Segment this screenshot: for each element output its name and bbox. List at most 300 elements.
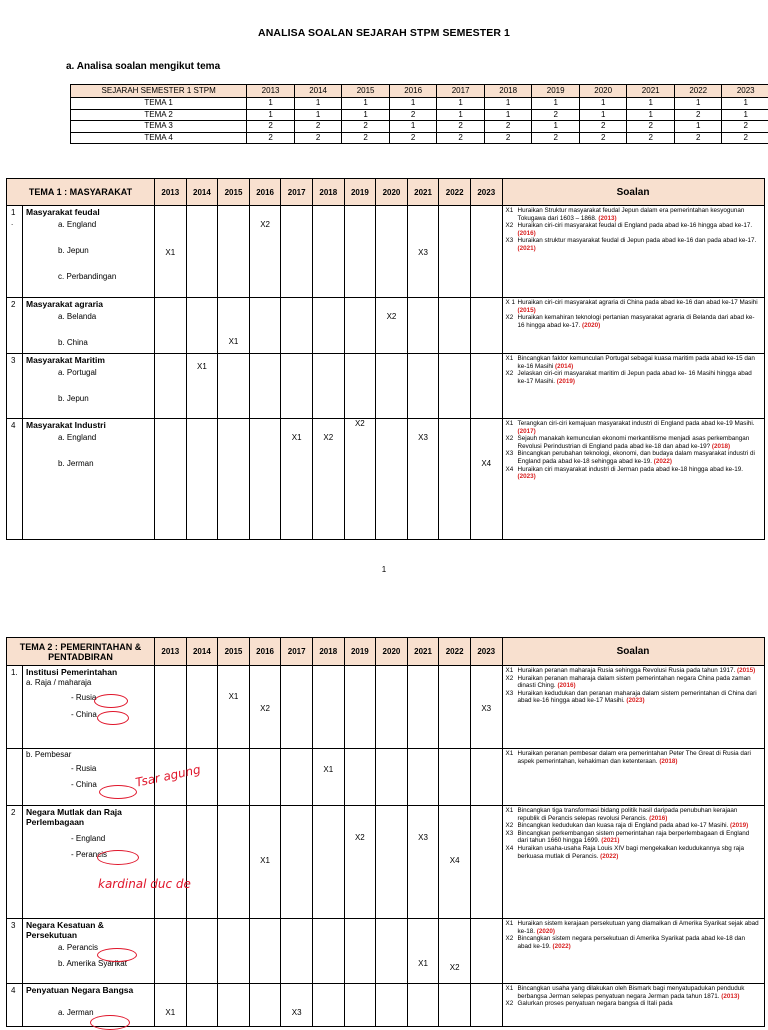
question-body — [506, 935, 761, 950]
question-id: X1 — [506, 355, 514, 363]
summary-cell: 1 — [342, 98, 390, 110]
topic-subitem: b. Pembesar — [26, 750, 71, 759]
topic-title: Masyarakat feudal — [26, 207, 154, 217]
question-text: Huraikan usaha-usaha Raja Louis XIV bagi mengekalkan kedudukannya sbg raja berkuasa mutlak di Perancis. — [518, 845, 745, 860]
question-item — [506, 314, 761, 329]
row-number: 2 — [7, 806, 23, 919]
row-number: 1 . — [7, 206, 23, 298]
year-cell — [218, 206, 250, 298]
question-mark: X3 — [408, 433, 439, 442]
year-cell — [344, 806, 376, 919]
year-cell — [218, 919, 250, 984]
tema-year-header: 2023 — [470, 638, 502, 666]
question-year: (2016) — [518, 230, 536, 237]
question-item — [506, 450, 761, 465]
summary-row — [71, 132, 768, 144]
soalan-header: Soalan — [502, 179, 764, 206]
question-item — [506, 299, 761, 314]
question-id: X3 — [506, 237, 514, 245]
year-cell — [218, 666, 250, 749]
year-cell — [470, 919, 502, 984]
year-cell — [344, 666, 376, 749]
question-text: Huraikan ciri-ciri masyarakat agraria di China pada abad ke-16 dan abad ke-17 Masihi — [518, 299, 758, 306]
question-year: (2018) — [659, 758, 677, 765]
year-cell — [249, 806, 281, 919]
year-cell — [218, 749, 250, 806]
year-cell — [407, 984, 439, 1027]
tema-header: TEMA 1 : MASYARAKAT — [7, 179, 155, 206]
tema-year-header: 2015 — [218, 179, 250, 206]
topic-subitem: - China — [71, 780, 97, 789]
year-cell — [439, 806, 471, 919]
year-cell — [470, 984, 502, 1027]
year-cell — [439, 206, 471, 298]
row-number: 2 — [7, 298, 23, 354]
question-year: (2016) — [557, 682, 575, 689]
summary-cell: 2 — [484, 121, 532, 133]
year-cell — [155, 419, 187, 540]
tema-year-header: 2020 — [376, 179, 408, 206]
year-cell — [439, 666, 471, 749]
topic-subitem: c. Perbandingan — [58, 272, 116, 281]
question-year: (2013) — [598, 215, 616, 222]
question-mark: X3 — [408, 833, 439, 842]
year-cell — [155, 354, 187, 419]
question-text: Huraikan kemahiran teknologi pertanian masyarakat agraria di Belanda dari abad ke-16 hingga abad ke-17. — [518, 314, 755, 329]
summary-cell: 1 — [532, 98, 580, 110]
question-mark: X2 — [376, 312, 407, 321]
year-cell — [281, 806, 313, 919]
summary-cell: 2 — [342, 121, 390, 133]
topic-subitem: a. Belanda — [58, 312, 96, 321]
question-mark: X2 — [313, 433, 344, 442]
question-item — [506, 370, 761, 385]
topic-title: Negara Mutlak dan Raja Perlembagaan — [26, 807, 154, 827]
year-cell — [439, 354, 471, 419]
question-item — [506, 420, 761, 435]
summary-row-label: TEMA 3 — [71, 121, 247, 133]
row-number — [7, 749, 23, 806]
tema-year-header: 2019 — [344, 638, 376, 666]
question-text: Sejauh manakah kemunculan ekonomi merkantilisme menjadi asas perkembangan Revolusi Perindustrian di England pada abad ke-18 dan abad ke-19? — [518, 435, 750, 450]
summary-cell: 1 — [437, 109, 485, 121]
topic-subitem: b. Amerika Syarikat — [58, 959, 127, 968]
year-cell — [281, 419, 313, 540]
topic-subitem: a. Perancis — [58, 943, 98, 952]
summary-year-header: 2015 — [342, 85, 390, 98]
summary-cell: 1 — [342, 109, 390, 121]
row-number: 4 — [7, 419, 23, 540]
summary-body — [71, 98, 768, 144]
summary-cell: 2 — [437, 121, 485, 133]
question-mark: X1 — [155, 248, 186, 257]
question-mark: X2 — [345, 419, 376, 428]
year-cell — [186, 806, 218, 919]
question-body — [506, 420, 761, 435]
topic-subitem: b. China — [58, 338, 88, 347]
question-item — [506, 435, 761, 450]
year-cell — [376, 919, 408, 984]
year-cell — [439, 298, 471, 354]
question-mark: X1 — [408, 959, 439, 968]
question-item — [506, 222, 761, 237]
question-body — [506, 450, 761, 465]
year-cell — [470, 354, 502, 419]
summary-year-header: 2021 — [627, 85, 675, 98]
question-text: Bincangkan perkembangan sistem pemerintahan raja berperlembagaan di England dari tahun 1660 hingga 1699. — [518, 830, 750, 845]
summary-cell: 1 — [722, 98, 768, 110]
summary-cell: 1 — [674, 98, 722, 110]
topic-title: Negara Kesatuan & Persekutuan — [26, 920, 154, 940]
summary-cell: 2 — [294, 121, 342, 133]
question-text: Huraikan peranan pembesar dalam era pemerintahan Peter The Great di Rusia dari aspek pemerintahan, kehakiman dan ketenteraan. — [518, 750, 751, 765]
question-text: Huraikan ciri masyarakat industri di Jerman pada abad ke-18 hingga abad ke-19. — [518, 466, 743, 473]
year-cell — [312, 298, 344, 354]
year-cell — [218, 419, 250, 540]
soalan-cell — [502, 298, 764, 354]
soalan-cell — [502, 806, 764, 919]
question-year: (2015) — [737, 667, 755, 674]
summary-cell: 1 — [294, 98, 342, 110]
question-id: X2 — [506, 314, 514, 322]
summary-cell: 1 — [722, 109, 768, 121]
question-item — [506, 667, 761, 675]
year-cell — [249, 206, 281, 298]
year-cell — [470, 419, 502, 540]
year-cell — [186, 419, 218, 540]
tema-year-header: 2017 — [281, 638, 313, 666]
document-title: ANALISA SOALAN SEJARAH STPM SEMESTER 1 — [0, 27, 768, 39]
tema-row — [7, 354, 765, 419]
question-item — [506, 355, 761, 370]
year-cell — [281, 984, 313, 1027]
question-body — [506, 667, 761, 675]
year-cell — [249, 919, 281, 984]
summary-cell: 1 — [389, 98, 437, 110]
topic-cell — [23, 354, 155, 419]
row-number: 3 — [7, 354, 23, 419]
topic-subitem: a. Portugal — [58, 368, 97, 377]
tema-year-header: 2017 — [281, 179, 313, 206]
question-id: X 1 — [506, 299, 515, 307]
year-cell — [218, 298, 250, 354]
summary-cell: 1 — [389, 121, 437, 133]
question-body — [506, 985, 761, 1000]
question-text: Huraikan Struktur masyarakat feudal Jepun dalam era pemerintahan kesyogunan Tokugawa dari 1603 – 1868. — [518, 207, 745, 222]
year-cell — [376, 354, 408, 419]
summary-row — [71, 121, 768, 133]
summary-cell: 2 — [722, 121, 768, 133]
question-text: Bincangkan tiga transformasi bidang politik hasil daripada penubuhan kerajaan republik di Perancis selepas revolusi Perancis. — [518, 807, 738, 822]
row-number: 4 — [7, 984, 23, 1027]
question-item — [506, 845, 761, 860]
summary-cell: 1 — [674, 121, 722, 133]
topic-cell — [23, 984, 155, 1027]
year-cell — [218, 806, 250, 919]
summary-year-header: 2013 — [247, 85, 295, 98]
topic-title: Masyarakat agraria — [26, 299, 154, 309]
question-id: X4 — [506, 845, 514, 853]
year-cell — [155, 919, 187, 984]
topic-cell — [23, 298, 155, 354]
question-id: X1 — [506, 985, 514, 993]
year-cell — [249, 419, 281, 540]
tema-year-header: 2022 — [439, 179, 471, 206]
year-cell — [407, 354, 439, 419]
question-body — [506, 807, 761, 822]
tema-year-header: 2021 — [407, 179, 439, 206]
question-year: (2022) — [553, 943, 571, 950]
year-cell — [344, 749, 376, 806]
year-cell — [376, 806, 408, 919]
tema-year-header: 2013 — [155, 179, 187, 206]
year-cell — [312, 666, 344, 749]
tema-year-header: 2016 — [249, 638, 281, 666]
question-body — [506, 822, 761, 830]
tema-year-header: 2018 — [312, 638, 344, 666]
summary-cell: 1 — [484, 109, 532, 121]
question-mark: X2 — [250, 220, 281, 229]
year-cell — [281, 666, 313, 749]
soalan-cell — [502, 354, 764, 419]
year-cell — [312, 206, 344, 298]
year-cell — [407, 298, 439, 354]
handwritten-circle — [99, 785, 137, 799]
summary-cell: 2 — [722, 132, 768, 144]
topic-subitem: a. England — [58, 220, 96, 229]
question-id: X1 — [506, 207, 514, 215]
question-text: Terangkan ciri-ciri kemajuan masyarakat industri di England pada abad ke-19 Masihi. — [518, 420, 755, 427]
year-cell — [470, 666, 502, 749]
question-body — [506, 435, 761, 450]
question-body — [506, 299, 761, 314]
question-text: Huraikan peranan maharaja dalam sistem pemerintahan negara China pada zaman dinasti Ching. — [518, 675, 751, 690]
question-text: Huraikan peranan maharaja Rusia sehingga Revolusi Rusia pada tahun 1917. — [518, 667, 736, 674]
tema-year-header: 2014 — [186, 179, 218, 206]
question-year: (2014) — [555, 363, 573, 370]
question-item — [506, 822, 761, 830]
year-cell — [439, 919, 471, 984]
question-year: (2023) — [518, 473, 536, 480]
summary-year-header: 2016 — [389, 85, 437, 98]
tema1-table — [6, 178, 765, 540]
question-item — [506, 807, 761, 822]
topic-title: Masyarakat Maritim — [26, 355, 154, 365]
question-year: (2015) — [518, 307, 536, 314]
row-number: 3 — [7, 919, 23, 984]
year-cell — [376, 749, 408, 806]
question-text: Huraikan sistem kerajaan persekutuan yang diamalkan di Amerika Syarikat sejak abad ke-18. — [518, 920, 759, 935]
summary-cell: 2 — [674, 109, 722, 121]
topic-title: Masyarakat Industri — [26, 420, 154, 430]
handwritten-annotation: Tsar agung — [134, 762, 202, 789]
year-cell — [376, 984, 408, 1027]
question-item — [506, 237, 761, 252]
year-cell — [249, 666, 281, 749]
topic-title: Penyatuan Negara Bangsa — [26, 985, 154, 995]
question-text: Huraikan ciri-ciri masyarakat feudal di England pada abad ke-16 hingga abad ke-17. — [518, 222, 753, 229]
year-cell — [344, 419, 376, 540]
question-item — [506, 935, 761, 950]
topic-cell — [23, 206, 155, 298]
year-cell — [155, 806, 187, 919]
question-year: (2019) — [730, 822, 748, 829]
tema-year-header: 2023 — [470, 179, 502, 206]
year-cell — [344, 298, 376, 354]
question-year: (2016) — [649, 815, 667, 822]
question-item — [506, 675, 761, 690]
tema-row — [7, 666, 765, 749]
question-item — [506, 466, 761, 481]
year-cell — [376, 206, 408, 298]
summary-cell: 2 — [247, 121, 295, 133]
question-item — [506, 1000, 761, 1008]
question-mark: X1 — [313, 765, 344, 774]
soalan-cell — [502, 666, 764, 749]
tema-header-row — [7, 638, 765, 666]
question-body — [506, 355, 761, 370]
question-body — [506, 1000, 761, 1008]
year-cell — [281, 354, 313, 419]
soalan-cell — [502, 419, 764, 540]
question-year: (2018) — [712, 443, 730, 450]
question-id: X3 — [506, 690, 514, 698]
topic-subitem: a. Jerman — [58, 1008, 94, 1017]
question-id: X2 — [506, 935, 514, 943]
summary-cell: 1 — [579, 109, 627, 121]
question-body — [506, 207, 761, 222]
year-cell — [186, 354, 218, 419]
year-cell — [470, 806, 502, 919]
soalan-cell — [502, 749, 764, 806]
tema-row — [7, 298, 765, 354]
year-cell — [312, 919, 344, 984]
question-text: Huraikan kedudukan dan peranan maharaja dalam sistem pemerintahan di China dari abad ke-16 hingga abad ke-17 Masihi. — [518, 690, 757, 705]
summary-cell: 2 — [389, 109, 437, 121]
question-year: (2019) — [557, 378, 575, 385]
summary-row — [71, 109, 768, 121]
year-cell — [470, 298, 502, 354]
summary-year-header: 2018 — [484, 85, 532, 98]
question-text: Bincangkan usaha yang dilakukan oleh Bismark bagi menyatupadukan penduduk berbangsa Jerman selepas penyatuan negara Jerman pada tahun 1871. — [518, 985, 745, 1000]
year-cell — [281, 919, 313, 984]
question-item — [506, 750, 761, 765]
question-id: X2 — [506, 222, 514, 230]
tema-year-header: 2014 — [186, 638, 218, 666]
year-cell — [407, 666, 439, 749]
tema-year-header: 2022 — [439, 638, 471, 666]
year-cell — [249, 984, 281, 1027]
question-year: (2020) — [537, 928, 555, 935]
year-cell — [439, 984, 471, 1027]
summary-year-header: 2014 — [294, 85, 342, 98]
question-mark: X2 — [250, 704, 281, 713]
summary-cell: 2 — [389, 132, 437, 144]
year-cell — [218, 354, 250, 419]
question-text: Huraikan struktur masyarakat feudal di Jepun pada abad ke-16 dan pada abad ke-17. — [518, 237, 757, 244]
question-mark: X3 — [471, 704, 502, 713]
year-cell — [186, 298, 218, 354]
question-mark: X1 — [281, 433, 312, 442]
question-mark: X1 — [218, 692, 249, 701]
summary-cell: 2 — [484, 132, 532, 144]
topic-subitem: - Rusia — [71, 764, 96, 773]
question-body — [506, 920, 761, 935]
summary-cell: 2 — [247, 132, 295, 144]
summary-cell: 1 — [484, 98, 532, 110]
question-id: X1 — [506, 807, 514, 815]
summary-cell: 1 — [627, 98, 675, 110]
question-body — [506, 237, 761, 252]
summary-cell: 1 — [437, 98, 485, 110]
summary-cell: 2 — [627, 121, 675, 133]
summary-cell: 1 — [532, 121, 580, 133]
year-cell — [407, 749, 439, 806]
summary-header-label: SEJARAH SEMESTER 1 STPM — [71, 85, 247, 98]
handwritten-circle — [90, 1015, 130, 1030]
question-year: (2020) — [582, 322, 600, 329]
question-id: X1 — [506, 667, 514, 675]
summary-header-row — [71, 85, 768, 98]
soalan-cell — [502, 919, 764, 984]
year-cell — [155, 984, 187, 1027]
question-mark: X1 — [218, 337, 249, 346]
handwritten-circle — [97, 948, 137, 962]
year-cell — [249, 749, 281, 806]
summary-year-header: 2020 — [579, 85, 627, 98]
topic-cell — [23, 666, 155, 749]
year-cell — [344, 206, 376, 298]
question-item — [506, 207, 761, 222]
question-id: X2 — [506, 1000, 514, 1008]
question-id: X1 — [506, 920, 514, 928]
question-mark: X2 — [439, 963, 470, 972]
year-cell — [312, 419, 344, 540]
summary-year-header: 2022 — [674, 85, 722, 98]
question-year: (2022) — [654, 458, 672, 465]
summary-cell: 2 — [342, 132, 390, 144]
year-cell — [249, 354, 281, 419]
soalan-cell — [502, 984, 764, 1027]
summary-table — [70, 84, 768, 144]
tema-year-header: 2016 — [249, 179, 281, 206]
question-year: (2023) — [626, 697, 644, 704]
year-cell — [344, 354, 376, 419]
question-item — [506, 920, 761, 935]
handwritten-annotation: kardinal duc de — [98, 877, 191, 891]
question-id: X2 — [506, 370, 514, 378]
topic-subitem: b. Jerman — [58, 459, 94, 468]
tema-header-row — [7, 179, 765, 206]
year-cell — [470, 206, 502, 298]
year-cell — [186, 666, 218, 749]
year-cell — [407, 806, 439, 919]
year-cell — [407, 419, 439, 540]
year-cell — [186, 984, 218, 1027]
topic-subitem: a. Raja / maharaja — [26, 678, 91, 687]
question-body — [506, 222, 761, 237]
question-id: X3 — [506, 830, 514, 838]
question-year: (2013) — [721, 993, 739, 1000]
tema-header: TEMA 2 : PEMERINTAHAN & PENTADBIRAN — [7, 638, 155, 666]
year-cell — [344, 984, 376, 1027]
year-cell — [312, 749, 344, 806]
tema-year-header: 2018 — [312, 179, 344, 206]
question-item — [506, 985, 761, 1000]
topic-subitem: - Perancis — [71, 850, 107, 859]
question-id: X2 — [506, 822, 514, 830]
year-cell — [281, 206, 313, 298]
